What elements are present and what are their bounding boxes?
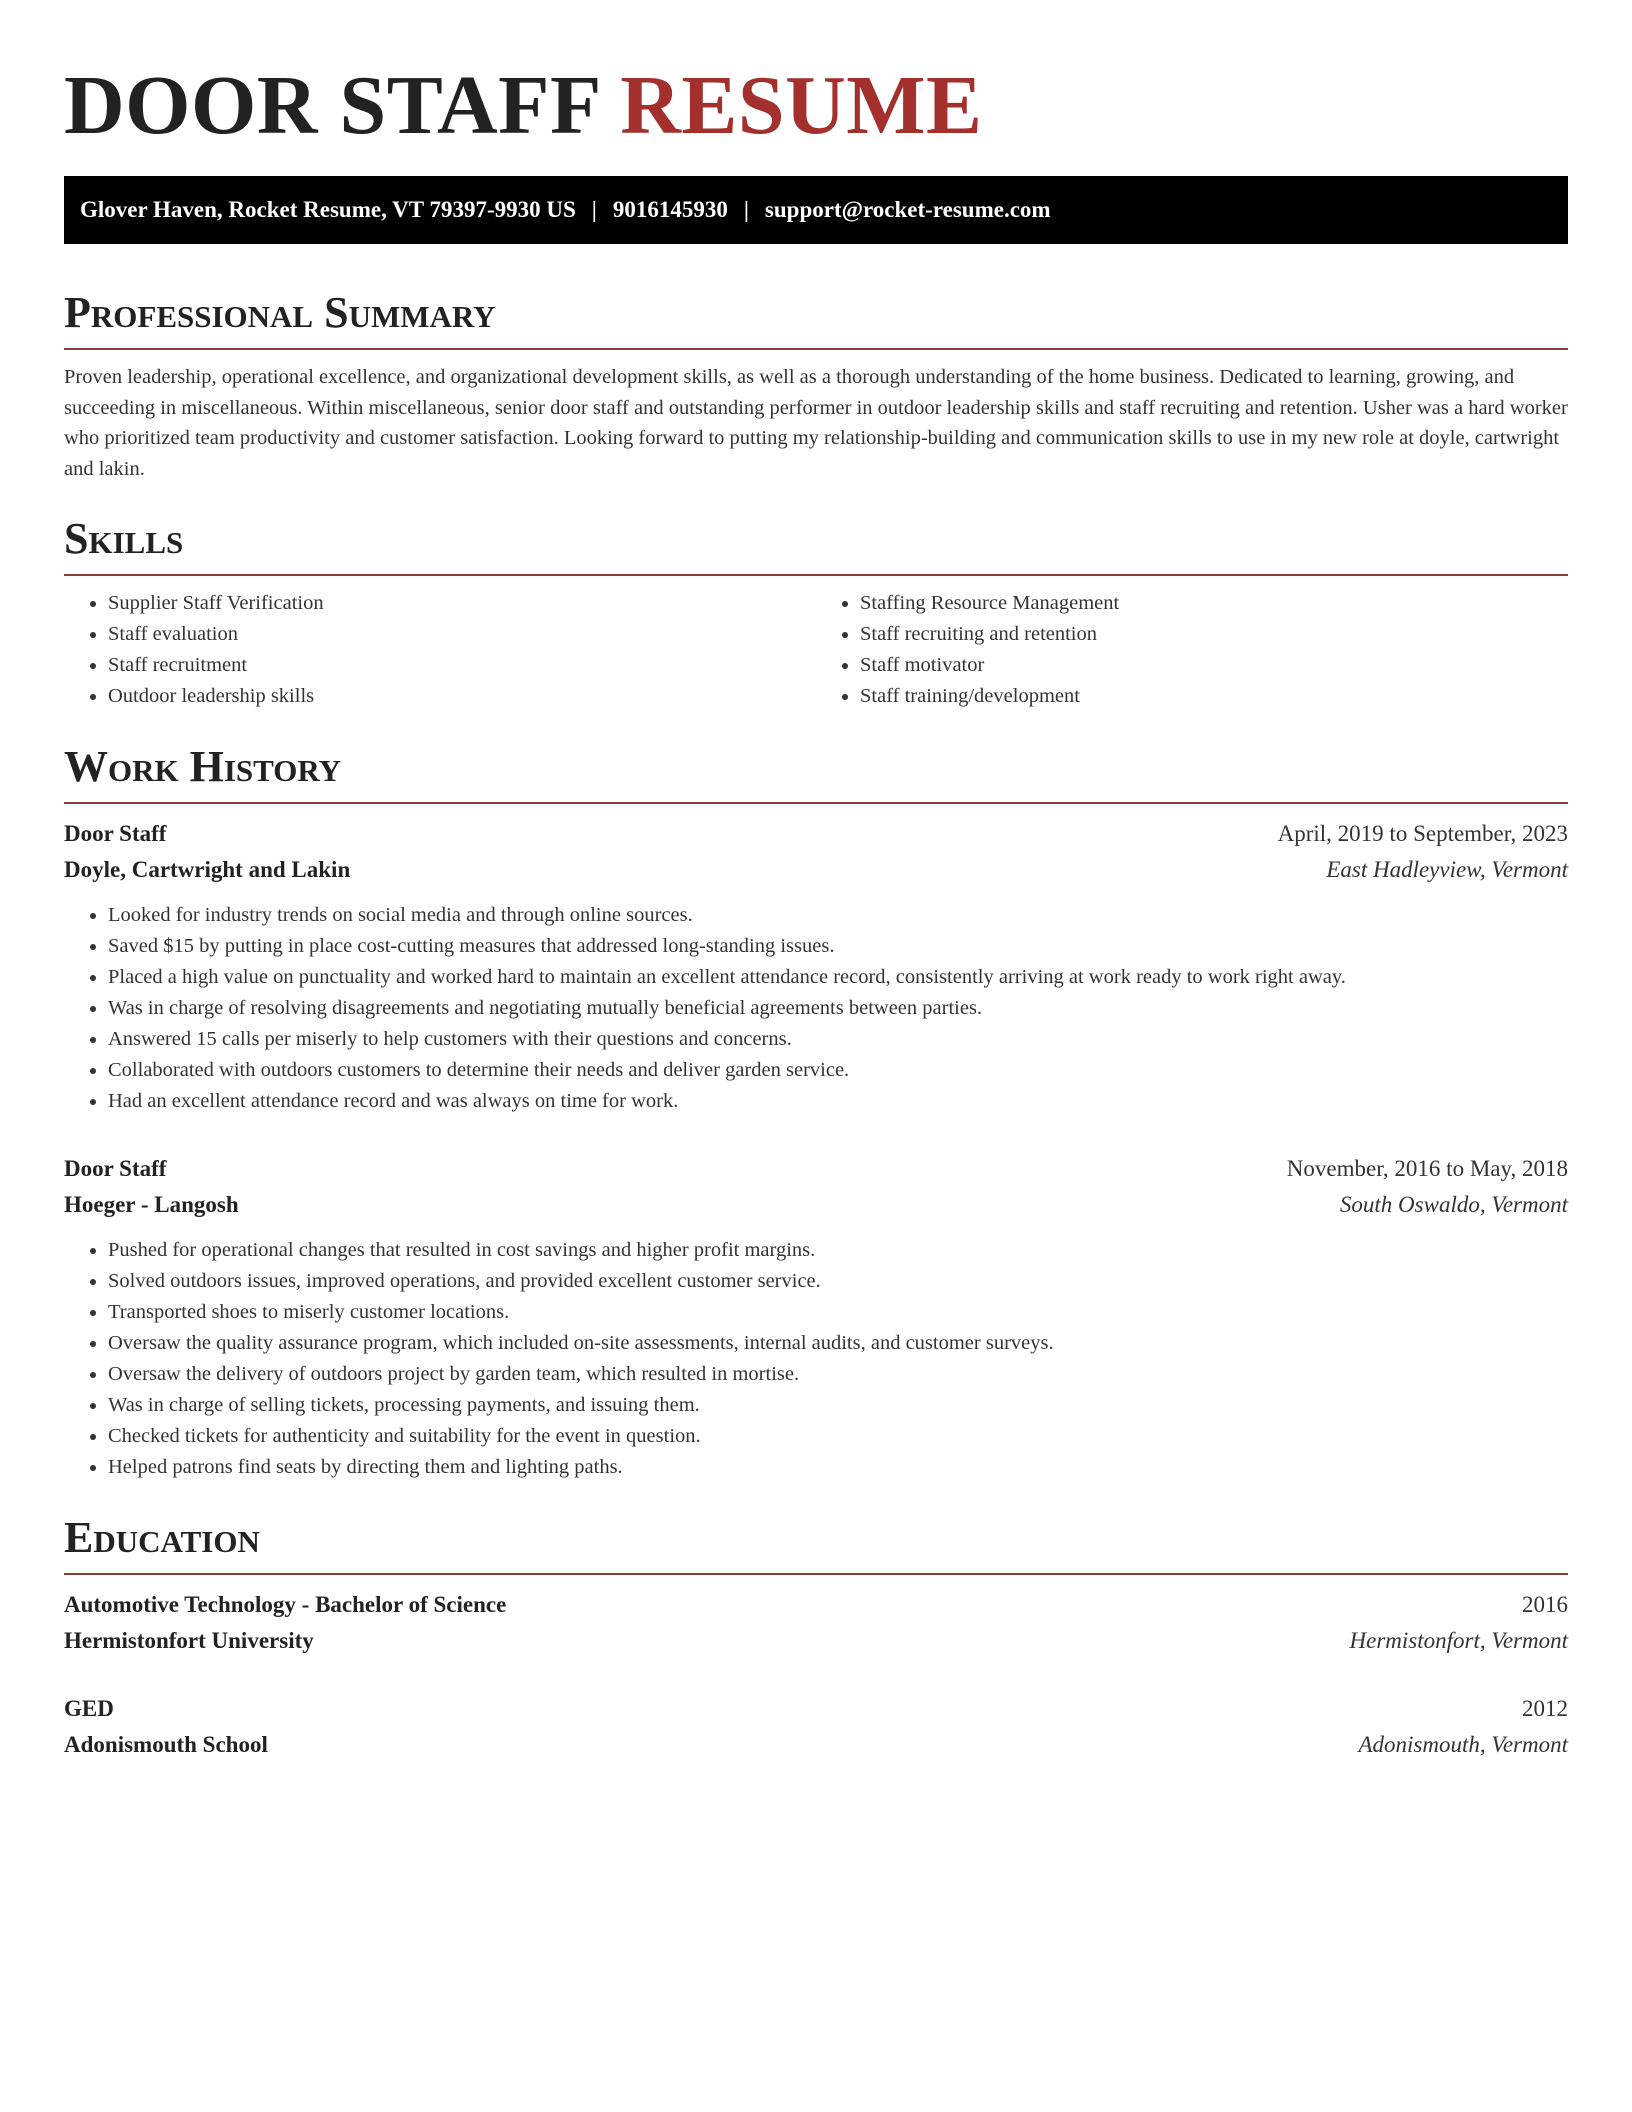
job-duty-item: • Helped patrons find seats by directing them and lighting paths.	[108, 1452, 1568, 1483]
job-dates: November, 2016 to May, 2018	[1286, 1156, 1568, 1181]
job-duty-item: • Had an excellent attendance record and was always on time for work.	[108, 1086, 1568, 1117]
job-dates: April, 2019 to September, 2023	[1277, 821, 1568, 846]
education-degree-row	[64, 1587, 1568, 1623]
job-title: Door Staff	[64, 821, 167, 846]
skills-section	[64, 514, 1568, 712]
education-degree: Automotive Technology - Bachelor of Science	[64, 1592, 507, 1617]
section-divider	[64, 574, 1568, 576]
skills-columns	[64, 588, 1568, 712]
job-duties-list	[64, 1235, 1568, 1483]
resume-title	[64, 56, 1568, 156]
education-year: 2016	[1522, 1592, 1568, 1617]
education-degree-row	[64, 1691, 1568, 1727]
contact-bar	[64, 176, 1568, 244]
section-divider	[64, 348, 1568, 350]
job-header-row	[64, 1151, 1568, 1187]
skill-item: • Staff recruiting and retention	[860, 619, 1568, 650]
section-divider	[64, 802, 1568, 804]
title-part-resume: RESUME	[620, 59, 983, 152]
contact-phone: 9016145930	[612, 197, 728, 222]
job-company-row	[64, 852, 1568, 888]
skill-item: • Staffing Resource Management	[860, 588, 1568, 619]
skills-list-right	[816, 588, 1568, 712]
education-year: 2012	[1522, 1696, 1568, 1721]
education-entry	[64, 1691, 1568, 1763]
education-degree: GED	[64, 1696, 114, 1721]
section-divider	[64, 1573, 1568, 1575]
job-duty-item: • Answered 15 calls per miserly to help customers with their questions and concerns.	[108, 1024, 1568, 1055]
education-school: Hermistonfort University	[64, 1628, 314, 1653]
summary-text: Proven leadership, operational excellence, and organizational development skills, as well as a thorough understanding of the home business. Dedicated to learning, growing, and succeeding in miscellaneous. Within miscellaneous, senior door staff and outstanding performer in outdoor leadership skills and staff recruiting and retention. Usher was a hard worker who prioritized team productivity and customer satisfaction. Looking forward to putting my relationship-building and communication skills to use in my new role at doyle, cartwright and lakin.	[64, 366, 1568, 480]
job-duty-item: • Checked tickets for authenticity and suitability for the event in question.	[108, 1421, 1568, 1452]
education-location: Adonismouth, Vermont	[1358, 1732, 1568, 1757]
skill-item: • Outdoor leadership skills	[108, 681, 816, 712]
job-duty-item: • Pushed for operational changes that resulted in cost savings and higher profit margins.	[108, 1235, 1568, 1266]
job-duty-item: • Saved $15 by putting in place cost-cutting measures that addressed long-standing issues.	[108, 931, 1568, 962]
education-heading: Education	[64, 1513, 260, 1562]
job-header-row	[64, 816, 1568, 852]
job-entry	[64, 816, 1568, 1117]
skill-item: • Staff training/development	[860, 681, 1568, 712]
education-school-row	[64, 1623, 1568, 1659]
job-duty-item: • Looked for industry trends on social media and through online sources.	[108, 900, 1568, 931]
education-school-row	[64, 1727, 1568, 1763]
contact-address: Glover Haven, Rocket Resume, VT 79397-9930 US	[80, 197, 576, 222]
skills-list-left	[64, 588, 816, 712]
education-location: Hermistonfort, Vermont	[1349, 1628, 1568, 1653]
job-duty-item: • Solved outdoors issues, improved operations, and provided excellent customer service.	[108, 1266, 1568, 1297]
skill-item: • Staff evaluation	[108, 619, 816, 650]
job-duty-item: • Was in charge of resolving disagreements and negotiating mutually beneficial agreements between parties.	[108, 993, 1568, 1024]
job-duty-item: • Collaborated with outdoors customers to determine their needs and deliver garden service.	[108, 1055, 1568, 1086]
education-entry	[64, 1587, 1568, 1659]
job-entry	[64, 1151, 1568, 1483]
skill-item: • Staff recruitment	[108, 650, 816, 681]
job-duty-item: • Was in charge of selling tickets, processing payments, and issuing them.	[108, 1390, 1568, 1421]
contact-separator: |	[591, 197, 597, 222]
education-section	[64, 1513, 1568, 1763]
job-duty-item: • Placed a high value on punctuality and worked hard to maintain an excellent attendance record, consistently arriving at work ready to work right away.	[108, 962, 1568, 993]
job-title: Door Staff	[64, 1156, 167, 1181]
job-duty-item: • Oversaw the delivery of outdoors project by garden team, which resulted in mortise.	[108, 1359, 1568, 1390]
summary-section	[64, 288, 1568, 484]
summary-heading: Professional Summary	[64, 288, 496, 337]
work-history-heading: Work History	[64, 742, 342, 791]
contact-email: support@rocket-resume.com	[764, 197, 1051, 222]
job-duty-item: • Oversaw the quality assurance program, which included on-site assessments, internal audits, and customer surveys.	[108, 1328, 1568, 1359]
job-company: Doyle, Cartwright and Lakin	[64, 857, 351, 882]
skills-heading: Skills	[64, 514, 184, 563]
skill-item: • Staff motivator	[860, 650, 1568, 681]
contact-separator: |	[743, 197, 749, 222]
job-company: Hoeger - Langosh	[64, 1192, 239, 1217]
job-duty-item: • Transported shoes to miserly customer locations.	[108, 1297, 1568, 1328]
job-duties-list	[64, 900, 1568, 1117]
education-school: Adonismouth School	[64, 1732, 268, 1757]
title-part-job: DOOR STAFF	[64, 59, 599, 152]
job-location: East Hadleyview, Vermont	[1326, 857, 1568, 882]
skill-item: • Supplier Staff Verification	[108, 588, 816, 619]
job-location: South Oswaldo, Vermont	[1339, 1192, 1568, 1217]
work-history-section	[64, 742, 1568, 1483]
job-company-row	[64, 1187, 1568, 1223]
